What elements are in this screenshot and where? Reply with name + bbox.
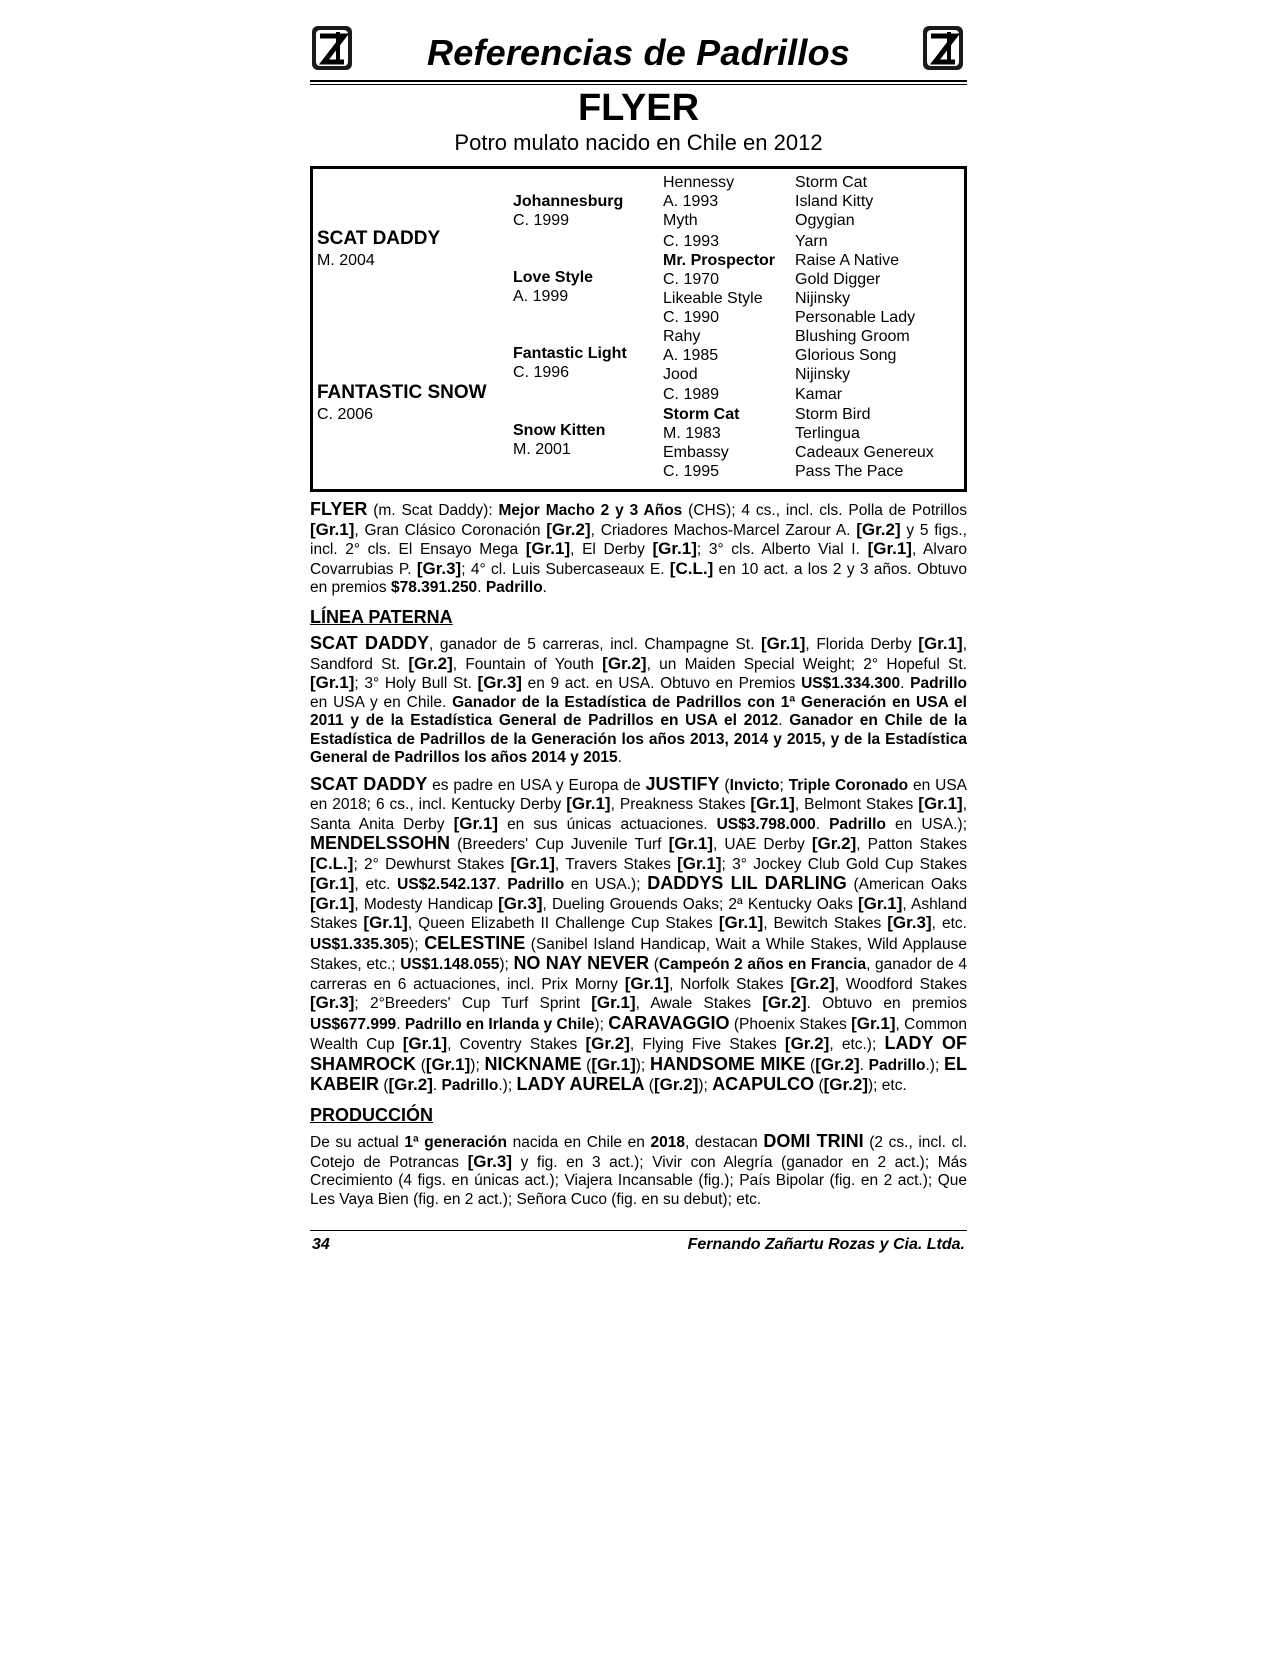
grade-label: [Gr.1] [591, 993, 636, 1012]
text-run: , ganador de 5 carreras, incl. Champagne St. [428, 636, 762, 653]
grade-label: [Gr.2] [856, 519, 901, 539]
text-bold: US$677.999 [310, 1015, 397, 1033]
text-run: ; 4° cl. Luis Subercaseaux E. [461, 560, 670, 578]
sire-info: M. 2004 [317, 252, 375, 269]
text-run: ( [805, 1056, 816, 1074]
text-bold: Padrillo [485, 579, 543, 596]
text-run: en USA.); [564, 876, 648, 893]
horse-name-inline: MENDELSSOHN [310, 833, 451, 853]
text-run: .); [498, 1077, 517, 1094]
gen2-info: M. 2001 [513, 441, 571, 458]
gen4-name: Nijinsky [795, 290, 851, 307]
text-run: , Santa Anita Derby [310, 796, 967, 833]
gen3-info: C. 1970 [663, 271, 720, 288]
grade-label: [Gr.1] [858, 893, 903, 913]
text-run: , Queen Elizabeth II Challenge Cup Stakes [407, 915, 719, 932]
text-run: ); [698, 1077, 713, 1094]
grade-label: [Gr.2] [653, 1075, 699, 1094]
grade-label: [Gr.2] [762, 993, 807, 1012]
text-run: , Sandford St. [310, 636, 967, 673]
text-run: .); [925, 1056, 944, 1074]
text-run: ); [635, 1056, 650, 1074]
text-run: en USA en 2018; 6 cs., incl. Kentucky Derby [310, 776, 968, 813]
text-run: , Dueling Grouends Oaks; 2ª Kentucky Oaks [542, 895, 859, 913]
text-run: . [432, 1077, 442, 1094]
text-run: , etc. [354, 876, 398, 893]
grade-label: [Gr.1] [867, 539, 912, 558]
text-run: ; 2° Dewhurst Stakes [353, 855, 511, 873]
gen4-name: Island Kitty [795, 193, 874, 210]
text-bold: Triple Coronado [788, 776, 909, 794]
grade-label: [Gr.1] [310, 519, 355, 539]
page-footer [310, 1230, 967, 1259]
text-run: y 5 figs., incl. 2° cls. El Ensayo Mega [310, 521, 967, 558]
grade-label: [Gr.2] [546, 519, 591, 539]
gen3-info: A. 1993 [663, 193, 719, 210]
text-run: , Criadores Machos-Marcel Zarour A. [590, 521, 857, 539]
fzr-logo-icon [921, 24, 967, 74]
text-run: en sus únicas actuaciones. [497, 815, 717, 833]
gen4-name: Yarn [795, 233, 828, 250]
horse-name-inline: DADDYS LIL DARLING [647, 873, 847, 893]
gen3-name: Likeable Style [663, 290, 763, 307]
grade-label: [Gr.1] [750, 794, 795, 813]
text-run: ( [719, 776, 730, 794]
grade-label: [Gr.1] [851, 1013, 896, 1033]
grade-label: [Gr.2] [388, 1075, 433, 1094]
gen4-name: Storm Cat [795, 174, 868, 191]
gen2-name: Snow Kitten [513, 422, 606, 439]
grade-label: [Gr.1] [624, 973, 670, 993]
gen3-info: C. 1995 [663, 463, 720, 480]
gen4-name: Personable Lady [795, 309, 916, 326]
dam-info: C. 2006 [317, 406, 374, 423]
horse-name-inline: HANDSOME MIKE [649, 1053, 806, 1074]
grade-label: [Gr.1] [525, 539, 571, 558]
text-run: en 10 act. a los 2 y 3 años. Obtuvo en premios [310, 560, 967, 596]
grade-label: [Gr.2] [585, 1034, 630, 1053]
text-run: . [496, 876, 508, 893]
text-run: ( [814, 1077, 824, 1094]
gen3-info: C. 1993 [663, 233, 720, 250]
gen3-info: C. 1989 [663, 386, 720, 403]
gen2-name: Johannesburg [513, 193, 624, 210]
grade-label: [Gr.1] [510, 853, 555, 873]
section-title-linea-paterna: LÍNEA PATERNA [310, 606, 453, 627]
gen4-name: Blushing Groom [795, 328, 910, 345]
produccion-paragraph [310, 1132, 967, 1209]
text-run: ( [649, 956, 659, 973]
grade-label: [Gr.1] [566, 794, 611, 813]
grade-label: [Gr.1] [310, 673, 355, 692]
text-bold: Padrillo [868, 1056, 926, 1074]
gen4-name: Kamar [795, 386, 843, 403]
gen4-name: Cadeaux Genereux [795, 444, 934, 461]
horse-name-inline: EL KABEIR [310, 1053, 967, 1094]
text-run: , Preakness Stakes [610, 796, 751, 813]
horse-name-inline: CARAVAGGIO [608, 1012, 730, 1033]
text-run: , Awale Stakes [635, 995, 763, 1012]
horse-name-inline: CELESTINE [424, 932, 526, 953]
text-bold: US$1.335.305 [310, 935, 410, 953]
gen2-info: C. 1996 [513, 364, 570, 381]
text-run: ( [644, 1077, 654, 1094]
grade-label: [Gr.3] [498, 893, 543, 913]
gen4-name: Nijinsky [795, 366, 851, 383]
horse-name-inline: SCAT DADDY [310, 773, 428, 794]
text-bold: 1ª generación [404, 1134, 507, 1151]
text-run: es padre en USA y Europa de [427, 776, 646, 794]
text-run: , Gran Clásico Coronación [354, 521, 547, 539]
text-bold: US$1.148.055 [400, 956, 500, 973]
grade-label: [Gr.2] [811, 834, 857, 853]
text-run: ; 3° Holy Bull St. [354, 675, 478, 692]
text-run: ); [499, 956, 514, 973]
text-run: , Belmont Stakes [794, 796, 919, 813]
section-title-produccion: PRODUCCIÓN [310, 1104, 434, 1125]
text-run: nacida en Chile en [507, 1134, 651, 1151]
grade-label: [Gr.2] [602, 653, 647, 673]
text-run: , UAE Derby [713, 836, 812, 853]
text-run: , Norfolk Stakes [669, 975, 791, 993]
gen4-name: Raise A Native [795, 252, 900, 269]
grade-label: [Gr.1] [591, 1054, 636, 1074]
gen3-info: C. 1990 [663, 309, 720, 326]
text-run: , Patton Stakes [856, 836, 967, 853]
text-run: , Coventry Stakes [447, 1036, 586, 1053]
text-run: (2 cs., incl. cl. Cotejo de Potrancas [310, 1134, 968, 1171]
text-run: ; 3° cls. Alberto Vial I. [696, 541, 868, 558]
grade-label: [Gr.1] [918, 794, 963, 813]
horse-name-inline: NICKNAME [484, 1053, 582, 1074]
grade-label: [Gr.1] [453, 813, 498, 833]
horse-name-inline: JUSTIFY [645, 773, 720, 794]
horse-name-inline: ACAPULCO [712, 1074, 815, 1094]
text-run: . [815, 815, 830, 833]
text-run: , Flying Five Stakes [629, 1036, 785, 1053]
text-run: ); [409, 935, 425, 953]
text-bold: Padrillo [829, 815, 886, 833]
text-run: ( [379, 1077, 389, 1094]
gen2-name: Love Style [513, 269, 594, 286]
text-run: , etc. [931, 915, 967, 932]
text-run: , ganador de 4 carreras en 6 actuaciones, incl. Prix Morny [310, 956, 967, 993]
page [310, 20, 968, 1253]
summary-paragraph [310, 500, 967, 598]
text-run: De su actual [310, 1134, 405, 1151]
text-run: . [396, 1015, 405, 1033]
text-run: ); etc. [868, 1077, 907, 1094]
text-run: (Sanibel Island Handicap, Wait a While Stakes, Wild Applause Stakes, etc.; [310, 935, 967, 973]
text-bold: Ganador de la Estadística de Padrillos con 1ª Generación en USA el 2011 y de la Estadística General de Padrillos en USA el 2012 [310, 693, 967, 729]
text-run: ); [594, 1015, 609, 1033]
text-bold: Campeón 2 años en Francia [658, 956, 867, 973]
text-run: en 9 act. en USA. Obtuvo en Premios [521, 675, 802, 692]
grade-label: [Gr.3] [310, 993, 355, 1012]
gen3-name: Rahy [663, 328, 701, 345]
page-header [310, 20, 967, 82]
horse-name-inline: SCAT DADDY [310, 633, 429, 653]
text-run: , Common Wealth Cup [310, 1015, 968, 1053]
grade-label: [Gr.3] [887, 913, 932, 932]
gen3-name: Storm Cat [663, 406, 740, 423]
gen4-name: Glorious Song [795, 347, 897, 364]
horse-name-inline: LADY OF SHAMROCK [310, 1033, 968, 1074]
text-run: , Alvaro Covarrubias P. [310, 541, 967, 578]
text-run: ( [416, 1056, 426, 1074]
header-divider [310, 84, 967, 85]
header-divider [310, 80, 967, 82]
text-bold: US$2.542.137 [397, 876, 497, 893]
gen4-name: Pass The Pace [795, 463, 904, 480]
grade-label: [Gr.2] [408, 653, 453, 673]
text-run: , Ashland Stakes [310, 895, 967, 932]
text-run: (m. Scat Daddy): [367, 502, 499, 519]
gen2-name: Fantastic Light [513, 345, 627, 362]
sire-name: SCAT DADDY [317, 228, 441, 249]
text-run: , El Derby [570, 541, 653, 558]
grade-label: [C.L.] [310, 853, 354, 873]
text-run: (CHS); 4 cs., incl. cls. Polla de Potrillos [682, 502, 967, 519]
text-run: , Modesty Handicap [354, 895, 499, 913]
grade-label: [Gr.1] [677, 853, 722, 873]
grade-label: [Gr.3] [416, 558, 462, 578]
page-number: 34 [312, 1236, 330, 1253]
text-run: . [859, 1056, 869, 1074]
text-bold: Padrillo [507, 876, 565, 893]
grade-label: [Gr.1] [652, 539, 697, 558]
text-run: ; 2°Breeders' Cup Turf Sprint [354, 995, 592, 1012]
text-run: ( [581, 1056, 592, 1074]
gen2-info: A. 1999 [513, 288, 569, 305]
gen3-name: Hennessy [663, 174, 735, 191]
text-run: ; 3° Jockey Club Gold Cup Stakes [721, 855, 967, 873]
text-run: en USA y en Chile. [310, 693, 453, 711]
horse-name-inline: LADY AURELA [516, 1074, 645, 1094]
grade-label: [Gr.1] [761, 634, 806, 653]
gen4-name: Ogygian [795, 212, 855, 229]
gen3-name: Myth [663, 212, 698, 229]
grade-label: [Gr.2] [815, 1054, 860, 1074]
gen4-name: Terlingua [795, 425, 860, 442]
horse-name-inline: NO NAY NEVER [513, 953, 650, 973]
text-bold: 2018 [650, 1134, 685, 1151]
horse-subtitle: Potro mulato nacido en Chile en 2012 [454, 130, 823, 155]
gen4-name: Storm Bird [795, 406, 871, 423]
text-bold: US$1.334.300 [801, 675, 901, 692]
footer-company: Fernando Zañartu Rozas y Cia. Ltda. [687, 1236, 965, 1253]
gen3-name: Embassy [663, 444, 729, 461]
text-bold: $78.391.250 [390, 579, 478, 596]
text-run: ; [779, 776, 789, 794]
pedigree-table [310, 166, 967, 492]
text-run: y fig. en 3 act.); Vivir con Alegría (ganador en 2 act.); Más Crecimiento (4 figs. en únicas act.); Viajera Incansable (fig.); País Bipolar (fig. en 2 act.); Que Les Vaya Bien (fig. en 2 act.); Señora Cuco (fig. en su debut); etc. [310, 1153, 967, 1208]
text-bold: Padrillo [441, 1077, 499, 1094]
horse-name-inline: DOMI TRINI [763, 1131, 864, 1151]
text-run: , un Maiden Special Weight; 2° Hopeful St. [646, 655, 968, 673]
text-bold: Ganador en Chile de la Estadística de Padrillos de la Generación los años 2013, 2014 y 2015, y de la Estadística General de Padrillos los años 2014 y 2015 [310, 712, 967, 766]
text-bold: Mejor Macho 2 y 3 Años [498, 502, 683, 519]
text-run: . [477, 579, 486, 596]
text-run: en USA.); [885, 815, 967, 833]
linea-paragraph-1 [310, 634, 967, 768]
text-run: . [617, 749, 622, 766]
grade-label: [Gr.2] [784, 1034, 830, 1053]
body-text [310, 500, 967, 1209]
gen3-info: M. 1983 [663, 425, 721, 442]
grade-label: [C.L.] [669, 558, 714, 578]
text-run: . [900, 675, 911, 692]
text-bold: Padrillo [910, 675, 967, 692]
text-run: ); [470, 1056, 485, 1074]
grade-label: [Gr.2] [823, 1075, 869, 1094]
grade-label: [Gr.1] [310, 893, 355, 913]
text-run: (American Oaks [846, 876, 968, 893]
grade-label: [Gr.3] [467, 1151, 512, 1171]
text-run: , Woodford Stakes [834, 975, 967, 993]
text-bold: Padrillo en Irlanda y Chile [404, 1015, 595, 1033]
grade-label: [Gr.2] [790, 973, 835, 993]
dam-name: FANTASTIC SNOW [317, 382, 487, 403]
gen3-name: Mr. Prospector [663, 252, 776, 269]
text-run: , destacan [684, 1134, 764, 1151]
text-bold: US$3.798.000 [716, 815, 816, 833]
text-bold: Invicto [729, 776, 780, 794]
linea-paragraph-2 [310, 775, 967, 1096]
page-title: Referencias de Padrillos [427, 32, 850, 73]
gen4-name: Gold Digger [795, 271, 881, 288]
text-run: (Phoenix Stakes [729, 1015, 852, 1033]
gen3-info: A. 1985 [663, 347, 719, 364]
horse-name-inline: FLYER [310, 499, 368, 519]
grade-label: [Gr.1] [718, 913, 764, 932]
text-run: , Travers Stakes [554, 855, 678, 873]
text-run: , etc.); [829, 1036, 885, 1053]
grade-label: [Gr.1] [425, 1054, 471, 1074]
text-run: , Florida Derby [805, 636, 919, 653]
horse-name: FLYER [577, 87, 700, 129]
text-run: . [778, 712, 790, 729]
text-run: , Fountain of Youth [452, 655, 603, 673]
text-run: , Bewitch Stakes [763, 915, 888, 932]
grade-label: [Gr.3] [477, 673, 522, 692]
grade-label: [Gr.1] [402, 1034, 448, 1053]
text-run: . Obtuvo en premios [806, 995, 968, 1012]
gen3-name: Jood [663, 366, 698, 383]
gen2-info: C. 1999 [513, 212, 570, 229]
text-run: . [542, 579, 547, 596]
grade-label: [Gr.1] [668, 834, 713, 853]
grade-label: [Gr.1] [918, 634, 963, 653]
text-run: (Breeders' Cup Juvenile Turf [450, 836, 669, 853]
grade-label: [Gr.1] [363, 913, 408, 932]
grade-label: [Gr.1] [310, 874, 355, 893]
